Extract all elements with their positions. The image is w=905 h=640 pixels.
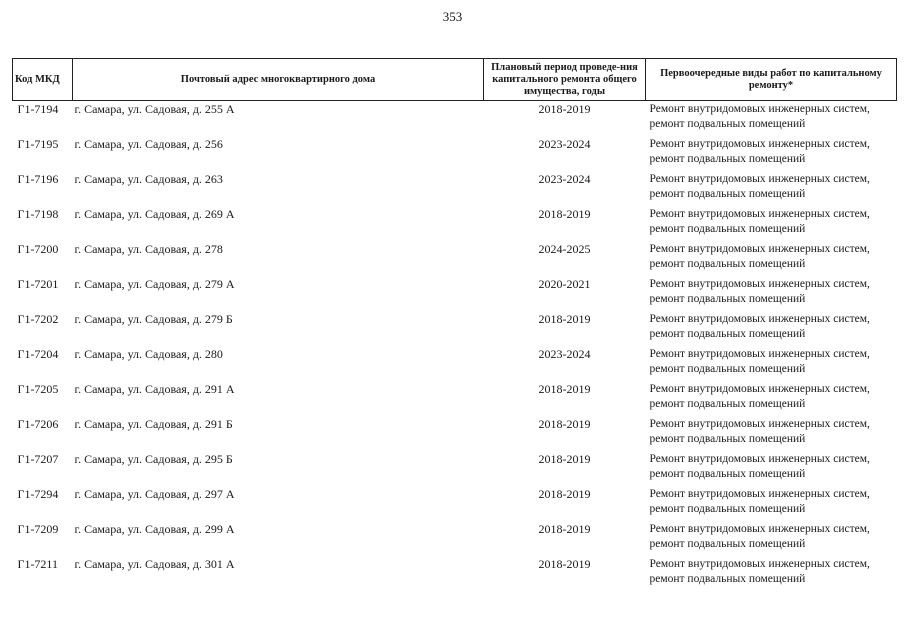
cell-period: 2018-2019 [538, 102, 591, 116]
cell-code: Г1-7205 [17, 382, 59, 396]
works-line-1: Ремонт внутридомовых инженерных систем, [649, 278, 870, 290]
header-period: Плановый период проведе-ния капитального ремонта общего имущества, годы [484, 59, 646, 101]
cell-works [646, 381, 897, 416]
works-line-1: Ремонт внутридомовых инженерных систем, [649, 418, 870, 430]
works-line-2: ремонт подвальных помещений [649, 328, 806, 340]
works-line-2: ремонт подвальных помещений [649, 363, 806, 375]
table-row [13, 241, 897, 276]
table-row [13, 276, 897, 311]
table-row [13, 136, 897, 171]
cell-works [646, 521, 897, 556]
cell-code: Г1-7204 [17, 347, 59, 361]
cell-period: 2023-2024 [538, 347, 591, 361]
table-body [13, 101, 897, 592]
cell-works [646, 486, 897, 521]
cell-works [646, 451, 897, 486]
cell-address: г. Самара, ул. Садовая, д. 291 А [74, 382, 235, 396]
cell-code: Г1-7202 [17, 312, 59, 326]
cell-address: г. Самара, ул. Садовая, д. 278 [74, 242, 223, 256]
cell-address: г. Самара, ул. Садовая, д. 280 [74, 347, 223, 361]
cell-address: г. Самара, ул. Садовая, д. 255 А [74, 102, 235, 116]
capital-repair-table [12, 58, 897, 591]
works-line-1: Ремонт внутридомовых инженерных систем, [649, 103, 870, 115]
cell-code: Г1-7196 [17, 172, 59, 186]
cell-code: Г1-7198 [17, 207, 59, 221]
cell-works [646, 101, 897, 137]
table-row [13, 486, 897, 521]
table-row [13, 311, 897, 346]
cell-code: Г1-7195 [17, 137, 59, 151]
cell-code: Г1-7211 [17, 557, 58, 571]
cell-code: Г1-7201 [17, 277, 59, 291]
cell-address: г. Самара, ул. Садовая, д. 279 Б [74, 312, 233, 326]
header-address: Почтовый адрес многоквартирного дома [73, 59, 484, 101]
table-row [13, 346, 897, 381]
page-number: 353 [442, 9, 463, 24]
cell-address: г. Самара, ул. Садовая, д. 299 А [74, 522, 235, 536]
table-row [13, 521, 897, 556]
table-row [13, 416, 897, 451]
works-line-1: Ремонт внутридомовых инженерных систем, [649, 243, 870, 255]
table-row [13, 206, 897, 241]
cell-address: г. Самара, ул. Садовая, д. 269 А [74, 207, 235, 221]
works-line-2: ремонт подвальных помещений [649, 188, 806, 200]
works-line-2: ремонт подвальных помещений [649, 573, 806, 585]
works-line-2: ремонт подвальных помещений [649, 223, 806, 235]
cell-period: 2018-2019 [538, 207, 591, 221]
header-code: Код МКД [13, 59, 73, 101]
cell-period: 2018-2019 [538, 382, 591, 396]
works-line-2: ремонт подвальных помещений [649, 118, 806, 130]
works-line-2: ремонт подвальных помещений [649, 258, 806, 270]
table-row [13, 451, 897, 486]
cell-address: г. Самара, ул. Садовая, д. 297 А [74, 487, 235, 501]
cell-period: 2018-2019 [538, 487, 591, 501]
cell-period: 2018-2019 [538, 312, 591, 326]
cell-period: 2018-2019 [538, 522, 591, 536]
works-line-2: ремонт подвальных помещений [649, 538, 806, 550]
cell-works [646, 311, 897, 346]
cell-period: 2024-2025 [538, 242, 591, 256]
cell-address: г. Самара, ул. Садовая, д. 263 [74, 172, 223, 186]
works-line-1: Ремонт внутридомовых инженерных систем, [649, 558, 870, 570]
cell-works [646, 241, 897, 276]
cell-address: г. Самара, ул. Садовая, д. 256 [74, 137, 223, 151]
cell-code: Г1-7200 [17, 242, 59, 256]
cell-period: 2020-2021 [538, 277, 591, 291]
cell-works [646, 416, 897, 451]
cell-period: 2018-2019 [538, 452, 591, 466]
cell-address: г. Самара, ул. Садовая, д. 295 Б [74, 452, 233, 466]
capital-repair-table-frame [12, 58, 896, 591]
cell-works [646, 346, 897, 381]
table-row [13, 171, 897, 206]
works-line-1: Ремонт внутридомовых инженерных систем, [649, 208, 870, 220]
cell-period: 2018-2019 [538, 417, 591, 431]
cell-works [646, 136, 897, 171]
works-line-2: ремонт подвальных помещений [649, 293, 806, 305]
cell-code: Г1-7207 [17, 452, 59, 466]
cell-address: г. Самара, ул. Садовая, д. 291 Б [74, 417, 233, 431]
works-line-1: Ремонт внутридомовых инженерных систем, [649, 488, 870, 500]
works-line-2: ремонт подвальных помещений [649, 503, 806, 515]
table-row [13, 381, 897, 416]
table-row [13, 556, 897, 591]
cell-period: 2018-2019 [538, 557, 591, 571]
works-line-1: Ремонт внутридомовых инженерных систем, [649, 523, 870, 535]
cell-works [646, 556, 897, 591]
cell-works [646, 276, 897, 311]
works-line-2: ремонт подвальных помещений [649, 433, 806, 445]
works-line-1: Ремонт внутридомовых инженерных систем, [649, 383, 870, 395]
cell-period: 2023-2024 [538, 172, 591, 186]
cell-code: Г1-7209 [17, 522, 59, 536]
works-line-1: Ремонт внутридомовых инженерных систем, [649, 173, 870, 185]
works-line-1: Ремонт внутридомовых инженерных систем, [649, 348, 870, 360]
works-line-1: Ремонт внутридомовых инженерных систем, [649, 453, 870, 465]
works-line-1: Ремонт внутридомовых инженерных систем, [649, 138, 870, 150]
cell-works [646, 206, 897, 241]
cell-code: Г1-7206 [17, 417, 59, 431]
header-works: Первоочередные виды работ по капитальному ремонту* [646, 59, 897, 101]
table-row [13, 101, 897, 137]
cell-address: г. Самара, ул. Садовая, д. 301 А [74, 557, 235, 571]
works-line-1: Ремонт внутридомовых инженерных систем, [649, 313, 870, 325]
works-line-2: ремонт подвальных помещений [649, 153, 806, 165]
table-header [13, 59, 897, 101]
cell-code: Г1-7194 [17, 102, 59, 116]
cell-works [646, 171, 897, 206]
table-header-row [13, 59, 897, 101]
works-line-2: ремонт подвальных помещений [649, 398, 806, 410]
cell-period: 2023-2024 [538, 137, 591, 151]
cell-address: г. Самара, ул. Садовая, д. 279 А [74, 277, 235, 291]
works-line-2: ремонт подвальных помещений [649, 468, 806, 480]
cell-code: Г1-7294 [17, 487, 59, 501]
